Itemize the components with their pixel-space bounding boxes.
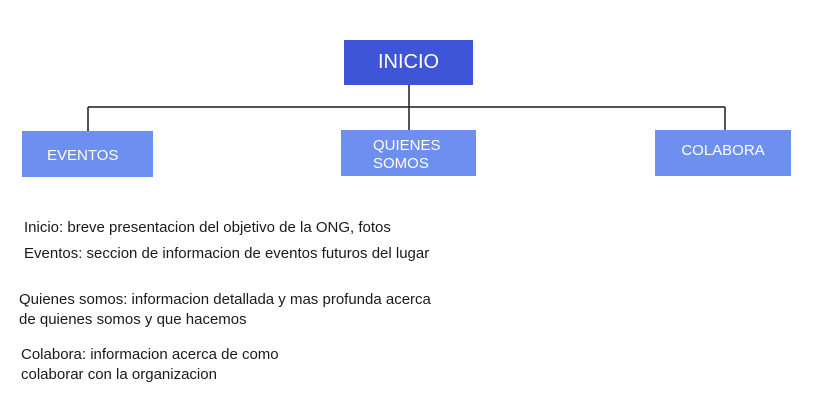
node-colabora — [655, 130, 791, 176]
node-eventos — [22, 131, 153, 177]
node-quienes-somos — [341, 130, 476, 176]
description-quienes-somos: Quienes somos: informacion detallada y mas profunda acerca de quienes somos y que hacemos — [19, 291, 431, 328]
node-inicio — [344, 40, 473, 85]
description-colabora: Colabora: informacion acerca de como colaborar con la organizacion — [21, 346, 279, 383]
node-inicio-label: INICIO — [377, 51, 440, 73]
description-inicio: Inicio: breve presentacion del objetivo de la ONG, fotos — [24, 219, 391, 236]
node-eventos-label: EVENTOS — [47, 147, 119, 164]
node-quienes-somos-label: QUIENES SOMOS — [373, 137, 441, 172]
description-eventos: Eventos: seccion de informacion de eventos futuros del lugar — [24, 245, 430, 262]
node-colabora-label: COLABORA — [681, 142, 765, 159]
